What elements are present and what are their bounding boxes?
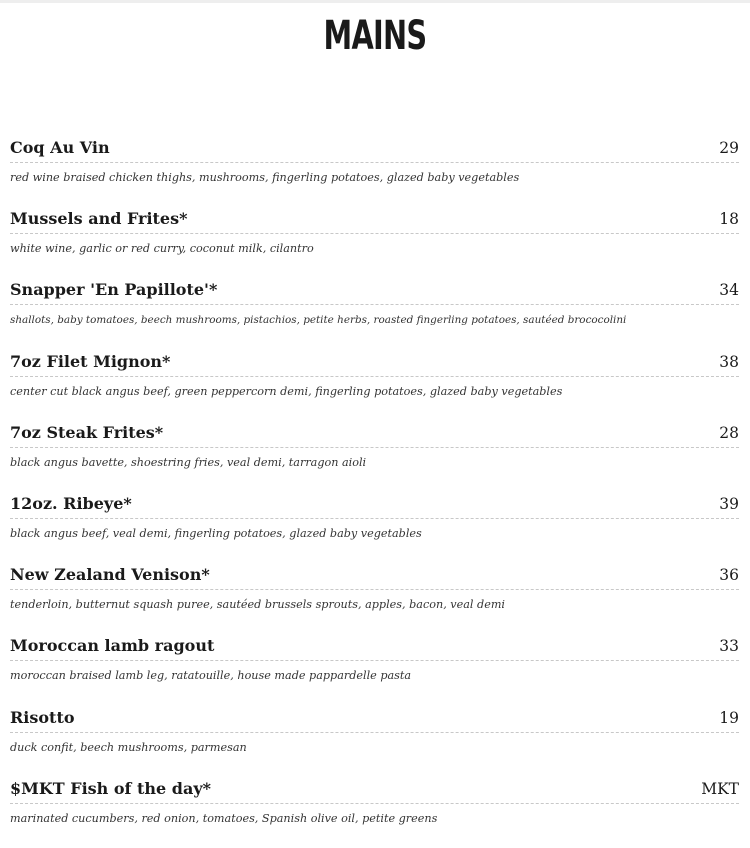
menu-item-name: Risotto <box>10 707 75 727</box>
menu-item-coq-au-vin <box>10 136 739 207</box>
menu-item-description: moroccan braised lamb leg, ratatouille, house made pappardelle pasta <box>10 669 412 683</box>
menu-item-name: Mussels and Frites* <box>10 209 188 229</box>
menu-item-price: 28 <box>719 423 739 442</box>
menu-item-price: 33 <box>719 637 739 656</box>
menu-item-name: Moroccan lamb ragout <box>10 636 215 656</box>
menu-item-description: center cut black angus beef, green peppercorn demi, fingerling potatoes, glazed baby vegetables <box>10 384 563 398</box>
menu-item-price: 34 <box>719 281 739 300</box>
menu-item-header <box>10 706 739 733</box>
menu-item-name: $MKT Fish of the day* <box>10 778 211 798</box>
menu-item-header <box>10 563 739 590</box>
menu-item-price: 19 <box>719 708 739 727</box>
menu-item-price: 36 <box>719 566 739 585</box>
menu-item-description: marinated cucumbers, red onion, tomatoes, Spanish olive oil, petite greens <box>10 811 438 825</box>
menu-item-description: red wine braised chicken thighs, mushrooms, fingerling potatoes, glazed baby vegetables <box>10 171 520 184</box>
menu-item-description: black angus beef, veal demi, fingerling potatoes, glazed baby vegetables <box>10 526 422 540</box>
menu-item-price: MKT <box>701 779 739 798</box>
menu-item-header <box>10 350 739 377</box>
menu-list <box>10 136 739 848</box>
menu-item-description: white wine, garlic or red curry, coconut milk, cilantro <box>10 242 314 256</box>
page-title: MAINS <box>323 13 427 59</box>
menu-item-snapper <box>10 278 739 349</box>
menu-item-header <box>10 136 739 163</box>
menu-item-name: New Zealand Venison* <box>10 565 210 585</box>
menu-item-header <box>10 421 739 448</box>
menu-item-header <box>10 492 739 519</box>
menu-item-price: 29 <box>719 139 739 157</box>
menu-item-header <box>10 777 739 804</box>
menu-item-price: 39 <box>719 494 739 513</box>
menu-item-description: shallots, baby tomatoes, beech mushrooms, pistachios, petite herbs, roasted fingerling potatoes, sautéed brococolini <box>10 314 627 327</box>
menu-item-price: 38 <box>719 352 739 371</box>
menu-item-name: 7oz Filet Mignon* <box>10 351 171 371</box>
menu-item-header <box>10 278 739 305</box>
menu-item-header <box>10 207 739 234</box>
menu-item-price: 18 <box>719 210 739 229</box>
menu-item-name: Snapper 'En Papillote'* <box>10 280 218 300</box>
menu-item-name: Coq Au Vin <box>10 138 110 157</box>
menu-item-steak-frites <box>10 421 739 492</box>
menu-item-name: 7oz Steak Frites* <box>10 422 164 442</box>
menu-item-filet-mignon <box>10 350 739 421</box>
menu-item-description: duck confit, beech mushrooms, parmesan <box>10 740 247 754</box>
menu-item-header <box>10 634 739 661</box>
menu-item-risotto <box>10 706 739 777</box>
menu-item-description: tenderloin, butternut squash puree, sautéed brussels sprouts, apples, bacon, veal demi <box>10 598 506 612</box>
menu-item-fish-of-the-day <box>10 777 739 848</box>
menu-item-mussels-and-frites <box>10 207 739 278</box>
menu-item-ribeye <box>10 492 739 563</box>
menu-item-lamb-ragout <box>10 634 739 705</box>
top-divider <box>0 0 750 3</box>
menu-item-name: 12oz. Ribeye* <box>10 493 132 513</box>
menu-item-venison <box>10 563 739 634</box>
menu-item-description: black angus bavette, shoestring fries, veal demi, tarragon aioli <box>10 455 367 469</box>
